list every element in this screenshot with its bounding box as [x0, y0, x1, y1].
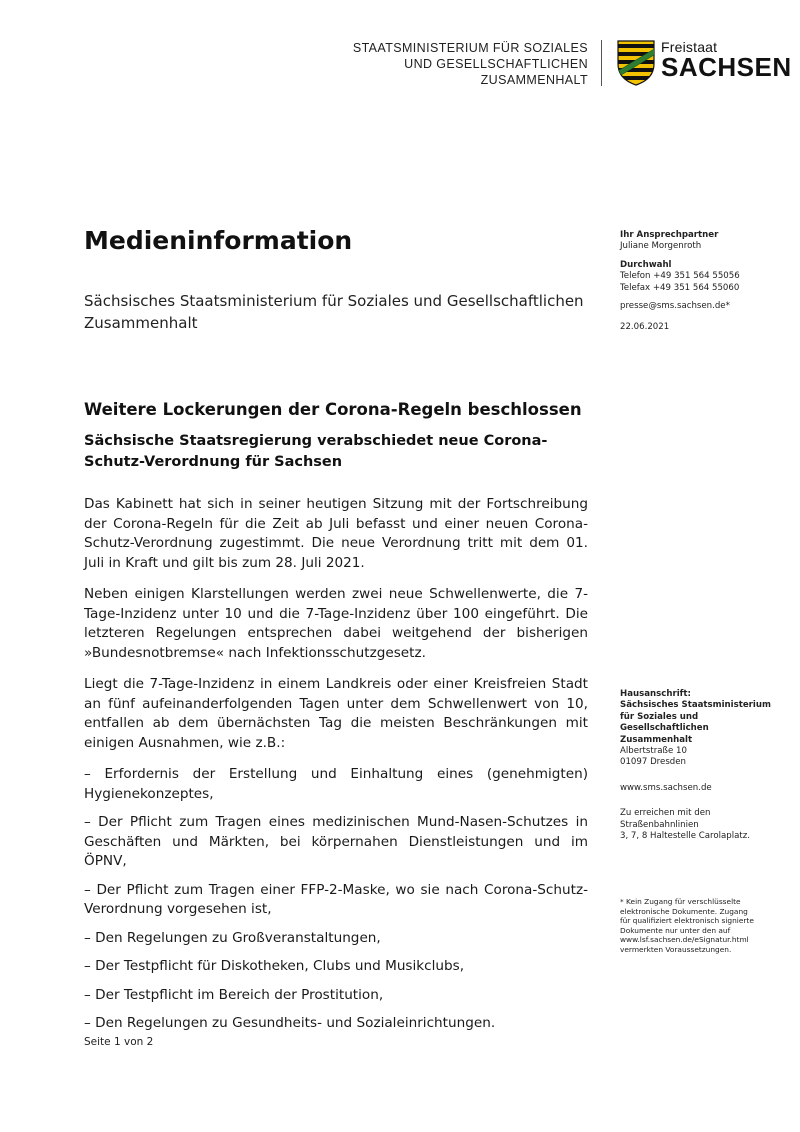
transport-info: Straßenbahnlinien — [620, 819, 699, 830]
bullet-item: – Der Pflicht zum Tragen eines medizinischen Mund-Nasen-Schutzes in Geschäften und Märkten, bei körpernahen Dienstleistungen und im ÖPNV, — [84, 814, 588, 869]
bullet-item: – Der Testpflicht im Bereich der Prostitution, — [84, 986, 384, 1003]
sidebar-date — [620, 322, 780, 333]
headline: Weitere Lockerungen der Corona-Regeln beschlossen — [84, 400, 582, 419]
email-address: presse@sms.sachsen.de* — [620, 301, 730, 312]
sidebar-footnote — [620, 897, 780, 955]
paragraph: Liegt die 7-Tage-Inzidenz in einem Landkreis oder einer Kreisfreien Stadt an fünf aufeinanderfolgenden Tagen unter dem Schwellenwert von 10, entfallen ab dem übernächsten Tag die meisten Beschränkungen mit einigen Ausnahmen, wie z.B.: — [84, 676, 588, 751]
ministry-line: ZUSAMMENHALT — [480, 73, 588, 87]
bullet-item: – Der Pflicht zum Tragen einer FFP-2-Maske, wo sie nach Corona-Schutz-Verordnung vorgesehen ist, — [84, 881, 588, 917]
footnote-line: www.lsf.sachsen.de/eSignatur.html — [620, 935, 749, 945]
sachsen-coat-of-arms-icon — [617, 40, 655, 86]
fax-number: Telefax +49 351 564 55060 — [620, 282, 740, 293]
ministry-name — [353, 40, 588, 88]
transport-info: 3, 7, 8 Haltestelle Carolaplatz. — [620, 831, 751, 842]
body-text — [84, 495, 588, 1043]
contact-label: Ihr Ansprechpartner — [620, 230, 719, 240]
footnote-line: * Kein Zugang für verschlüsselte — [620, 897, 741, 906]
street: Albertstraße 10 — [620, 746, 687, 757]
paragraph: Neben einigen Klarstellungen werden zwei neue Schwellenwerte, die 7-Tage-Inzidenz unter 10 und die 7-Tage-Inzidenz über 100 eingeführt. Die letzteren Regelungen entsprechen dabei weitgehend der bisherigen »Bundesnotbremse« nach Infektionsschutzgesetz. — [84, 586, 588, 661]
city: 01097 Dresden — [620, 757, 686, 768]
transport-info: Zu erreichen mit den — [620, 808, 711, 819]
address-org: für Soziales und — [620, 711, 699, 722]
subheadline: Sächsische Staatsregierung verabschiedet neue Corona-Schutz-Verordnung für Sachsen — [84, 433, 548, 470]
sidebar-address — [620, 689, 780, 842]
phone-number: Telefon +49 351 564 55056 — [620, 271, 740, 282]
address-org: Zusammenhalt — [620, 734, 693, 745]
address-label: Hausanschrift: — [620, 689, 691, 699]
footnote-line: Dokumente nur unter den auf — [620, 925, 731, 935]
phone-label: Durchwahl — [620, 259, 672, 270]
footnote-line: für qualifiziert elektronisch signierte — [620, 916, 754, 926]
contact-name: Juliane Morgenroth — [620, 241, 702, 252]
ministry-line: STAATSMINISTERIUM FÜR SOZIALES — [352, 41, 588, 55]
document-date: 22.06.2021 — [620, 322, 670, 332]
paragraph: Das Kabinett hat sich in seiner heutigen Sitzung mit der Fortschreibung der Corona-Regeln für die Zeit ab Juli befasst und einer neuen Corona-Schutz-Verordnung zugestimmt. Die neue Verordnung tritt mit dem 01. Juli in Kraft und gilt bis zum 28. Juli 2021. — [84, 496, 588, 571]
bullet-item: – Den Regelungen zu Großveranstaltungen, — [84, 929, 381, 946]
document-subtitle: Sächsisches Staatsministerium für Soziales und Gesellschaftlichen Zusammenhalt — [84, 292, 584, 332]
bullet-item: – Erfordernis der Erstellung und Einhaltung eines (genehmigten) Hygienekonzeptes, — [84, 766, 588, 802]
bullet-item: – Den Regelungen zu Gesundheits- und Sozialeinrichtungen. — [84, 1015, 496, 1031]
sidebar-contact — [620, 230, 780, 312]
document-title: Medieninformation — [84, 226, 353, 255]
bullet-item: – Der Testpflicht für Diskotheken, Clubs und Musikclubs, — [84, 958, 465, 974]
website: www.sms.sachsen.de — [620, 782, 712, 793]
address-org: Sächsisches Staatsministerium — [620, 700, 771, 711]
header-divider — [601, 40, 602, 86]
sachsen-logo — [617, 40, 792, 86]
footnote-line: elektronische Dokumente. Zugang — [620, 906, 748, 916]
logo-freistaat: Freistaat — [661, 39, 718, 55]
footnote-line: vermerkten Voraussetzungen. — [620, 944, 732, 954]
logo-sachsen: SACHSEN — [661, 52, 792, 82]
page-number: Seite 1 von 2 — [84, 1036, 154, 1048]
ministry-line: UND GESELLSCHAFTLICHEN — [404, 57, 588, 71]
address-org: Gesellschaftlichen — [620, 723, 709, 734]
